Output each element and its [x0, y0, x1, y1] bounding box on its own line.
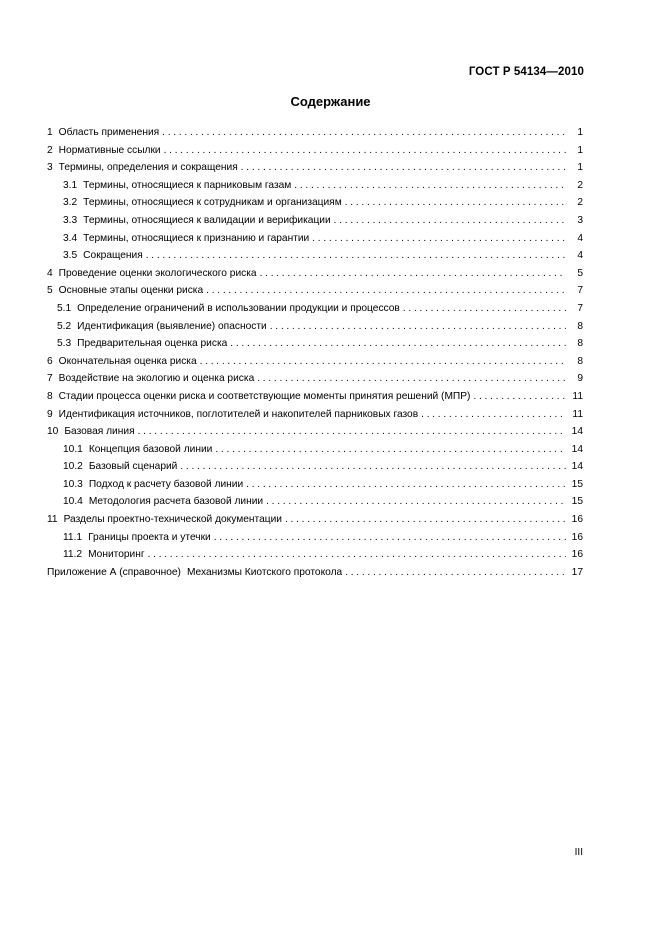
toc-entry-number: 3.1	[63, 179, 78, 191]
toc-entry-page: 2	[577, 179, 583, 191]
toc-entry-page: 16	[571, 531, 583, 543]
toc-dot-leader	[215, 441, 566, 459]
toc-entry-page: 16	[571, 549, 583, 561]
toc-entry-page: 4	[577, 232, 583, 244]
toc-entry-title: Разделы проектно-технической документации	[63, 514, 282, 526]
toc-dot-leader	[312, 230, 566, 248]
page-number: III	[574, 847, 583, 858]
toc-entry-title: Предварительная оценка риска	[77, 338, 228, 350]
toc-entry[interactable]	[47, 511, 583, 529]
toc-entry-title: Идентификация (выявление) опасности	[77, 320, 267, 332]
toc-entry-number: 10.4	[63, 496, 83, 508]
toc-entry[interactable]	[47, 159, 583, 177]
toc-entry-number: 11	[47, 514, 58, 526]
toc-entry[interactable]	[47, 423, 583, 441]
toc-entry-number: 1	[47, 127, 53, 138]
toc-entry-page: 15	[571, 496, 583, 508]
toc-entry-number: 3.4	[63, 232, 78, 244]
toc-dot-leader	[334, 212, 566, 230]
toc-entry-title: Термины, относящиеся к валидации и верификации	[83, 214, 331, 226]
toc-entry-page: 1	[577, 162, 583, 174]
toc-entry-title: Базовый сценарий	[88, 461, 178, 473]
toc-dot-leader	[148, 546, 566, 564]
toc-entry-number: Приложение А (справочное)	[47, 566, 181, 578]
toc-entry-page: 14	[571, 443, 583, 455]
toc-entry-title: Методология расчета базовой линии	[88, 496, 264, 508]
toc-dot-leader	[162, 124, 566, 142]
toc-dot-leader	[257, 370, 566, 388]
toc-entry-page: 17	[571, 566, 583, 578]
toc-entry-page: 14	[571, 426, 583, 438]
toc-entry[interactable]	[47, 212, 583, 230]
toc-entry-number: 5.1	[57, 302, 72, 314]
toc-entry-number: 5.2	[57, 320, 72, 332]
table-of-contents	[47, 124, 583, 581]
toc-entry-page: 14	[571, 461, 583, 473]
toc-entry-page: 4	[577, 250, 583, 262]
toc-entry[interactable]	[47, 564, 583, 582]
toc-dot-leader	[266, 493, 566, 511]
toc-entry-title: Подход к расчету базовой линии	[88, 478, 244, 490]
toc-entry[interactable]	[47, 406, 583, 424]
toc-dot-leader	[200, 353, 566, 371]
toc-entry[interactable]	[47, 388, 583, 406]
toc-entry-number: 10.1	[63, 443, 83, 455]
toc-entry[interactable]	[47, 247, 583, 265]
toc-entry[interactable]	[47, 230, 583, 248]
toc-entry-page: 15	[571, 478, 583, 490]
toc-entry-page: 7	[577, 285, 583, 297]
toc-entry-page: 8	[577, 320, 583, 332]
toc-entry-number: 3.5	[63, 250, 78, 262]
toc-entry-page: 11	[572, 408, 583, 420]
toc-dot-leader	[246, 476, 566, 494]
toc-dot-leader	[260, 265, 566, 283]
toc-entry[interactable]	[47, 370, 583, 388]
toc-dot-leader	[206, 282, 566, 300]
toc-entry[interactable]	[47, 124, 583, 142]
toc-entry-title: Стадии процесса оценки риска и соответствующие моменты принятия решений (МПР)	[58, 390, 471, 402]
toc-entry[interactable]	[47, 282, 583, 300]
toc-entry-page: 9	[577, 373, 583, 385]
toc-entry-title: Границы проекта и утечки	[88, 531, 211, 543]
toc-entry-page: 1	[577, 144, 583, 156]
toc-entry-title: Определение ограничений в использовании продукции и процессов	[77, 302, 400, 314]
toc-entry-title: Идентификация источников, поглотителей и накопителей парниковых газов	[58, 408, 419, 420]
toc-dot-leader	[403, 300, 566, 318]
toc-entry-number: 5.3	[57, 338, 72, 350]
toc-entry-number: 10.3	[63, 478, 83, 490]
toc-dot-leader	[138, 423, 566, 441]
toc-entry-title: Область применения	[58, 127, 160, 138]
toc-entry-number: 3.2	[63, 197, 78, 209]
toc-entry-number: 11.2	[63, 549, 83, 561]
toc-entry-number: 11.1	[63, 531, 83, 543]
toc-entry[interactable]	[47, 353, 583, 371]
toc-entry[interactable]	[47, 300, 583, 318]
toc-dot-leader	[241, 159, 566, 177]
toc-entry[interactable]	[47, 476, 583, 494]
toc-entry-title: Основные этапы оценки риска	[58, 285, 204, 297]
toc-entry-page: 7	[577, 302, 583, 314]
toc-entry-title: Термины, определения и сокращения	[58, 162, 238, 174]
toc-entry-page: 3	[577, 214, 583, 226]
toc-entry-page: 8	[577, 338, 583, 350]
toc-entry-number: 6	[47, 355, 53, 367]
toc-dot-leader	[345, 564, 566, 582]
toc-entry-title: Мониторинг	[88, 549, 145, 561]
toc-entry[interactable]	[47, 458, 583, 476]
toc-entry[interactable]	[47, 318, 583, 336]
toc-entry[interactable]	[47, 493, 583, 511]
toc-entry-number: 9	[47, 408, 53, 420]
toc-entry-title: Термины, относящиеся к признанию и гарантии	[83, 232, 310, 244]
toc-entry[interactable]	[47, 265, 583, 283]
toc-entry-title: Концепция базовой линии	[88, 443, 213, 455]
toc-entry-number: 2	[47, 144, 53, 156]
toc-entry-number: 5	[47, 285, 53, 297]
toc-entry-number: 8	[47, 390, 53, 402]
toc-entry[interactable]	[47, 142, 583, 160]
toc-dot-leader	[214, 529, 566, 547]
toc-entry[interactable]	[47, 177, 583, 195]
toc-dot-leader	[180, 458, 566, 476]
toc-entry-title: Нормативные ссылки	[58, 144, 161, 156]
toc-entry-number: 3	[47, 162, 53, 174]
toc-entry-title: Воздействие на экологию и оценка риска	[58, 373, 255, 385]
toc-dot-leader	[285, 511, 566, 529]
toc-entry[interactable]	[47, 335, 583, 353]
toc-dot-leader	[473, 388, 566, 406]
toc-entry-page: 8	[577, 355, 583, 367]
toc-dot-leader	[421, 406, 566, 424]
toc-dot-leader	[230, 335, 566, 353]
toc-entry-title: Проведение оценки экологического риска	[58, 267, 257, 279]
toc-entry[interactable]	[47, 529, 583, 547]
page-title: Содержание	[290, 94, 371, 109]
toc-entry-title: Термины, относящиеся к сотрудникам и организациям	[83, 197, 342, 209]
toc-entry-title: Окончательная оценка риска	[58, 355, 197, 367]
toc-dot-leader	[345, 194, 566, 212]
toc-entry-page: 5	[577, 267, 583, 279]
document-header: ГОСТ Р 54134—2010	[468, 66, 584, 78]
toc-entry-number: 10	[47, 426, 59, 438]
toc-entry-page: 16	[571, 514, 583, 526]
toc-dot-leader	[294, 177, 566, 195]
toc-entry-number: 3.3	[63, 214, 78, 226]
toc-entry[interactable]	[47, 546, 583, 564]
toc-entry-title: Механизмы Киотского протокола	[186, 566, 343, 578]
toc-entry-number: 7	[47, 373, 53, 385]
toc-dot-leader	[146, 247, 566, 265]
toc-entry-page: 11	[572, 390, 583, 402]
toc-dot-leader	[270, 318, 566, 336]
toc-entry[interactable]	[47, 441, 583, 459]
toc-entry-page: 2	[577, 197, 583, 209]
toc-entry-page: 1	[577, 127, 583, 138]
toc-entry[interactable]	[47, 194, 583, 212]
toc-dot-leader	[164, 142, 566, 160]
toc-entry-title: Сокращения	[83, 250, 143, 262]
toc-entry-number: 4	[47, 267, 53, 279]
toc-entry-title: Термины, относящиеся к парниковым газам	[83, 179, 292, 191]
toc-entry-number: 10.2	[63, 461, 83, 473]
toc-entry-title: Базовая линия	[64, 426, 135, 438]
